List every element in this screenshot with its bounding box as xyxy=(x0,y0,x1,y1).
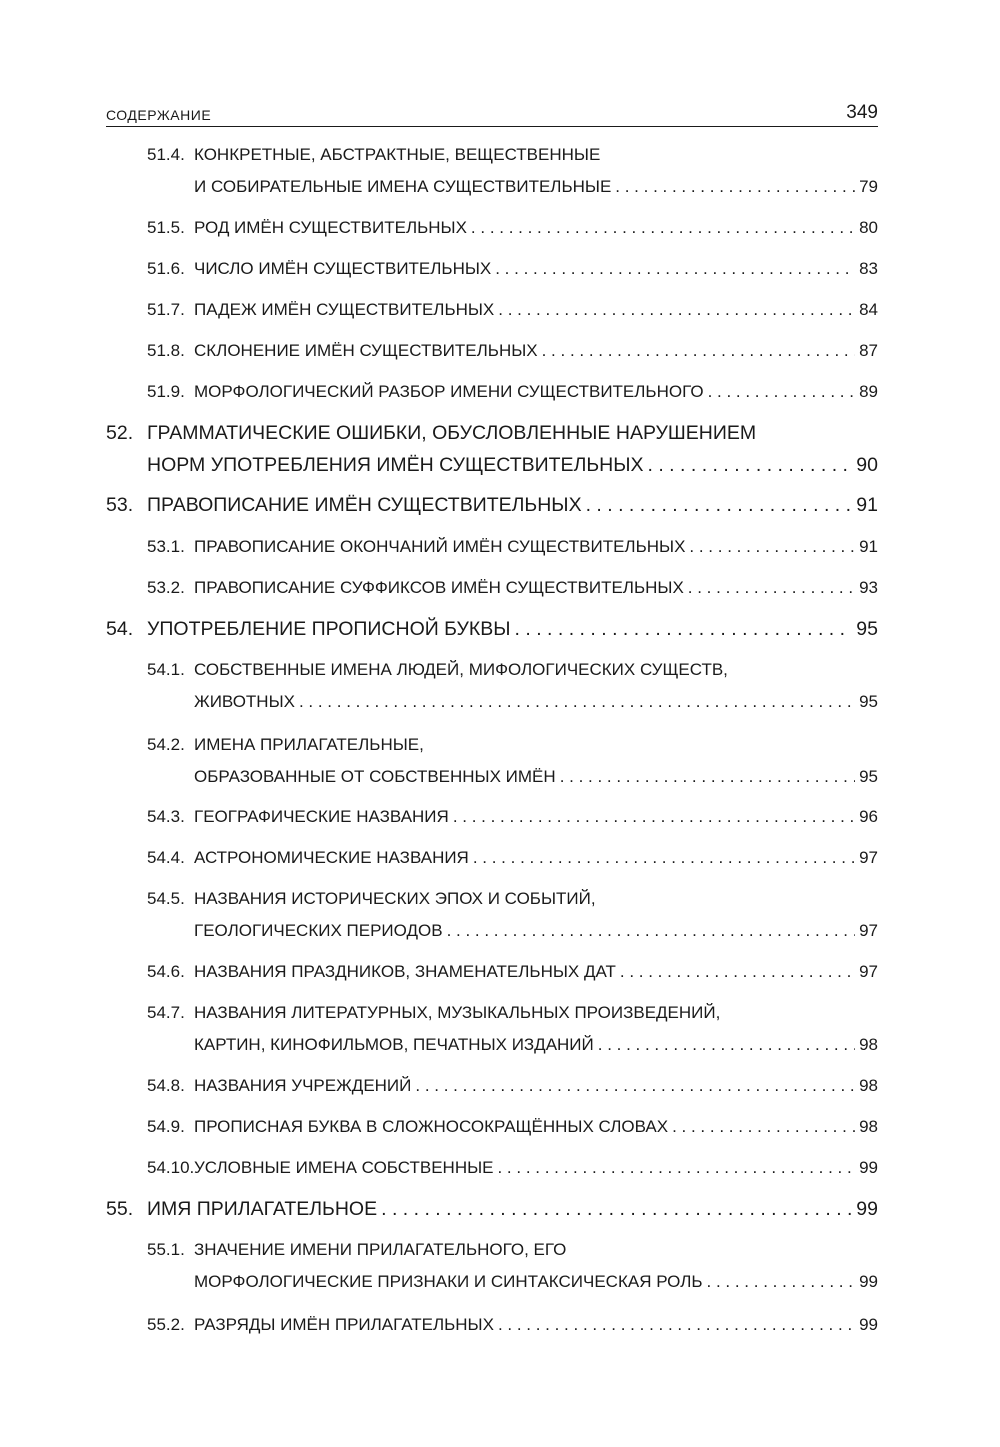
toc-entry-number: 54.5. xyxy=(147,889,185,908)
toc-entry-title-continued: МОРФОЛОГИЧЕСКИЕ ПРИЗНАКИ И СИНТАКСИЧЕСКАЯ РОЛЬ xyxy=(194,1272,703,1291)
toc-entry-page: 97 xyxy=(859,921,878,940)
toc-entry-title: АСТРОНОМИЧЕСКИЕ НАЗВАНИЯ xyxy=(194,848,469,867)
toc-entry[interactable] xyxy=(147,143,878,197)
toc-entry-page: 99 xyxy=(859,1272,878,1291)
toc-entry-title: ПРОПИСНАЯ БУКВА В СЛОЖНОСОКРАЩЁННЫХ СЛОВАХ xyxy=(194,1117,669,1136)
toc-entry-number: 54.7. xyxy=(147,1003,185,1022)
toc-entry-page: 97 xyxy=(859,848,878,867)
toc-entry-number: 54.9. xyxy=(147,1117,185,1136)
toc-entry[interactable] xyxy=(147,298,878,320)
toc-entry[interactable] xyxy=(147,846,878,868)
toc-entry-page: 95 xyxy=(859,767,878,786)
toc-entry[interactable] xyxy=(147,1238,878,1292)
toc-entry-title-continued: ЖИВОТНЫХ xyxy=(194,692,295,711)
toc-entry-page: 97 xyxy=(859,962,878,981)
toc-entry-title: СОБСТВЕННЫЕ ИМЕНА ЛЮДЕЙ, МИФОЛОГИЧЕСКИХ СУЩЕСТВ, xyxy=(194,660,728,679)
toc-entry[interactable] xyxy=(147,805,878,827)
toc-entry-number: 55.2. xyxy=(147,1315,185,1334)
toc-entry-page: 89 xyxy=(859,382,878,401)
toc-entry-number: 54.10. xyxy=(147,1158,195,1177)
toc-entry-number: 54.8. xyxy=(147,1076,185,1095)
toc-entry-number: 51.7. xyxy=(147,300,185,319)
toc-entry-title-continued: ОБРАЗОВАННЫЕ ОТ СОБСТВЕННЫХ ИМЁН xyxy=(194,767,556,786)
dot-leader xyxy=(672,1117,855,1137)
toc-entry-number: 53.1. xyxy=(147,537,185,556)
toc-entry-title: ПРАВОПИСАНИЕ ИМЁН СУЩЕСТВИТЕЛЬНЫХ xyxy=(147,494,582,516)
toc-entry[interactable] xyxy=(147,1115,878,1137)
dot-leader xyxy=(495,259,855,279)
toc-entry-page: 80 xyxy=(859,218,878,237)
toc-entry-title: РАЗРЯДЫ ИМЁН ПРИЛАГАТЕЛЬНЫХ xyxy=(194,1315,494,1334)
toc-entry[interactable] xyxy=(147,535,878,557)
toc-entry-title: МОРФОЛОГИЧЕСКИЙ РАЗБОР ИМЕНИ СУЩЕСТВИТЕЛЬНОГО xyxy=(194,382,704,401)
toc-entry[interactable] xyxy=(147,960,878,982)
dot-leader xyxy=(542,341,855,361)
dot-leader xyxy=(453,807,855,827)
toc-entry-page: 99 xyxy=(856,1198,878,1220)
toc-entry-number: 54. xyxy=(106,618,134,640)
toc-entry-number: 51.8. xyxy=(147,341,185,360)
toc-entry-title-continued: И СОБИРАТЕЛЬНЫЕ ИМЕНА СУЩЕСТВИТЕЛЬНЫЕ xyxy=(194,177,612,196)
toc-entry-number: 51.6. xyxy=(147,259,185,278)
running-header-title: СОДЕРЖАНИЕ xyxy=(106,107,212,123)
toc-entry[interactable] xyxy=(147,1156,878,1178)
toc-entry-title: ЗНАЧЕНИЕ ИМЕНИ ПРИЛАГАТЕЛЬНОГО, ЕГО xyxy=(194,1240,567,1259)
toc-entry[interactable] xyxy=(147,1074,878,1096)
toc-entry-number: 53. xyxy=(106,494,134,516)
dot-leader xyxy=(707,1272,856,1292)
dot-leader xyxy=(688,578,855,598)
dot-leader xyxy=(708,382,856,402)
toc-entry-number: 55. xyxy=(106,1198,134,1220)
dot-leader xyxy=(689,537,855,557)
toc-entry-number: 52. xyxy=(106,422,134,444)
toc-entry-page: 93 xyxy=(859,578,878,597)
toc-entry-page: 98 xyxy=(859,1076,878,1095)
toc-entry[interactable] xyxy=(106,493,878,515)
toc-entry-page: 95 xyxy=(856,618,878,640)
toc-entry-number: 54.3. xyxy=(147,807,185,826)
toc-entry[interactable] xyxy=(147,257,878,279)
toc-entry-page: 99 xyxy=(859,1158,878,1177)
toc-entry-number: 54.6. xyxy=(147,962,185,981)
toc-entry-title: РОД ИМЁН СУЩЕСТВИТЕЛЬНЫХ xyxy=(194,218,467,237)
toc-entry[interactable] xyxy=(147,733,878,787)
dot-leader xyxy=(620,962,855,982)
dot-leader xyxy=(498,300,855,320)
toc-entry-title: СКЛОНЕНИЕ ИМЁН СУЩЕСТВИТЕЛЬНЫХ xyxy=(194,341,538,360)
toc-entry-number: 54.1. xyxy=(147,660,185,679)
dot-leader xyxy=(381,1199,852,1219)
toc-entry[interactable] xyxy=(106,1197,878,1219)
dot-leader xyxy=(598,1035,855,1055)
toc-entry-title: НАЗВАНИЯ УЧРЕЖДЕНИЙ xyxy=(194,1076,412,1095)
dot-leader xyxy=(615,177,855,197)
toc-entry-title: НАЗВАНИЯ ИСТОРИЧЕСКИХ ЭПОХ И СОБЫТИЙ, xyxy=(194,889,596,908)
dot-leader xyxy=(299,692,855,712)
dot-leader xyxy=(515,619,853,639)
toc-entry-number: 55.1. xyxy=(147,1240,185,1259)
toc-entry[interactable] xyxy=(106,421,878,475)
toc-entry[interactable] xyxy=(147,658,878,712)
toc-entry-number: 53.2. xyxy=(147,578,185,597)
running-header xyxy=(106,102,878,127)
toc-entry-title: ИМЯ ПРИЛАГАТЕЛЬНОЕ xyxy=(147,1198,378,1220)
dot-leader xyxy=(415,1076,855,1096)
toc-entry-page: 95 xyxy=(859,692,878,711)
toc-entry-page: 98 xyxy=(859,1117,878,1136)
dot-leader xyxy=(497,1158,855,1178)
toc-entry-page: 99 xyxy=(859,1315,878,1334)
toc-entry-page: 98 xyxy=(859,1035,878,1054)
toc-entry-page: 84 xyxy=(859,300,878,319)
toc-entry-title: НАЗВАНИЯ ПРАЗДНИКОВ, ЗНАМЕНАТЕЛЬНЫХ ДАТ xyxy=(194,962,616,981)
toc-entry-page: 96 xyxy=(859,807,878,826)
toc-entry-title: ГРАММАТИЧЕСКИЕ ОШИБКИ, ОБУСЛОВЛЕННЫЕ НАРУШЕНИЕМ xyxy=(147,422,757,444)
toc-entry-title: ИМЕНА ПРИЛАГАТЕЛЬНЫЕ, xyxy=(194,735,424,754)
dot-leader xyxy=(473,848,855,868)
toc-entry-title: ЧИСЛО ИМЁН СУЩЕСТВИТЕЛЬНЫХ xyxy=(194,259,492,278)
toc-entry-number: 51.5. xyxy=(147,218,185,237)
dot-leader xyxy=(498,1315,855,1335)
toc-entry-title: ГЕОГРАФИЧЕСКИЕ НАЗВАНИЯ xyxy=(194,807,449,826)
dot-leader xyxy=(586,495,853,515)
toc-entry-page: 83 xyxy=(859,259,878,278)
dot-leader xyxy=(471,218,855,238)
toc-entry[interactable] xyxy=(106,617,878,639)
toc-entry-page: 90 xyxy=(856,454,878,476)
toc-entry[interactable] xyxy=(147,380,878,402)
toc-entry[interactable] xyxy=(147,576,878,598)
toc-entry[interactable] xyxy=(147,1313,878,1335)
toc-entry-page: 79 xyxy=(859,177,878,196)
toc-entry[interactable] xyxy=(147,216,878,238)
toc-entry-page: 91 xyxy=(856,494,878,516)
toc-entry-number: 54.2. xyxy=(147,735,185,754)
toc-entry-title: ПРАВОПИСАНИЕ СУФФИКСОВ ИМЁН СУЩЕСТВИТЕЛЬНЫХ xyxy=(194,578,684,597)
toc-entry-number: 54.4. xyxy=(147,848,185,867)
dot-leader xyxy=(648,455,853,475)
toc-entry-page: 87 xyxy=(859,341,878,360)
toc-entry-title-continued: НОРМ УПОТРЕБЛЕНИЯ ИМЁН СУЩЕСТВИТЕЛЬНЫХ xyxy=(147,454,644,476)
toc-entry[interactable] xyxy=(147,887,878,941)
toc-entry-title: НАЗВАНИЯ ЛИТЕРАТУРНЫХ, МУЗЫКАЛЬНЫХ ПРОИЗВЕДЕНИЙ, xyxy=(194,1003,721,1022)
toc-entry-number: 51.9. xyxy=(147,382,185,401)
toc-entry[interactable] xyxy=(147,1001,878,1055)
toc-entry-title: КОНКРЕТНЫЕ, АБСТРАКТНЫЕ, ВЕЩЕСТВЕННЫЕ xyxy=(194,145,601,164)
toc-entry-title: ПРАВОПИСАНИЕ ОКОНЧАНИЙ ИМЁН СУЩЕСТВИТЕЛЬНЫХ xyxy=(194,537,686,556)
page-number: 349 xyxy=(846,102,878,123)
toc-entry[interactable] xyxy=(147,339,878,361)
toc-entry-title: ПАДЕЖ ИМЁН СУЩЕСТВИТЕЛЬНЫХ xyxy=(194,300,495,319)
toc-entry-title: УПОТРЕБЛЕНИЕ ПРОПИСНОЙ БУКВЫ xyxy=(147,618,511,640)
toc-entry-title-continued: ГЕОЛОГИЧЕСКИХ ПЕРИОДОВ xyxy=(194,921,443,940)
dot-leader xyxy=(560,767,855,787)
toc-entry-title: УСЛОВНЫЕ ИМЕНА СОБСТВЕННЫЕ xyxy=(194,1158,494,1177)
dot-leader xyxy=(447,921,856,941)
toc-entry-number: 51.4. xyxy=(147,145,185,164)
toc-entry-page: 91 xyxy=(859,537,878,556)
toc-entry-title-continued: КАРТИН, КИНОФИЛЬМОВ, ПЕЧАТНЫХ ИЗДАНИЙ xyxy=(194,1035,594,1054)
